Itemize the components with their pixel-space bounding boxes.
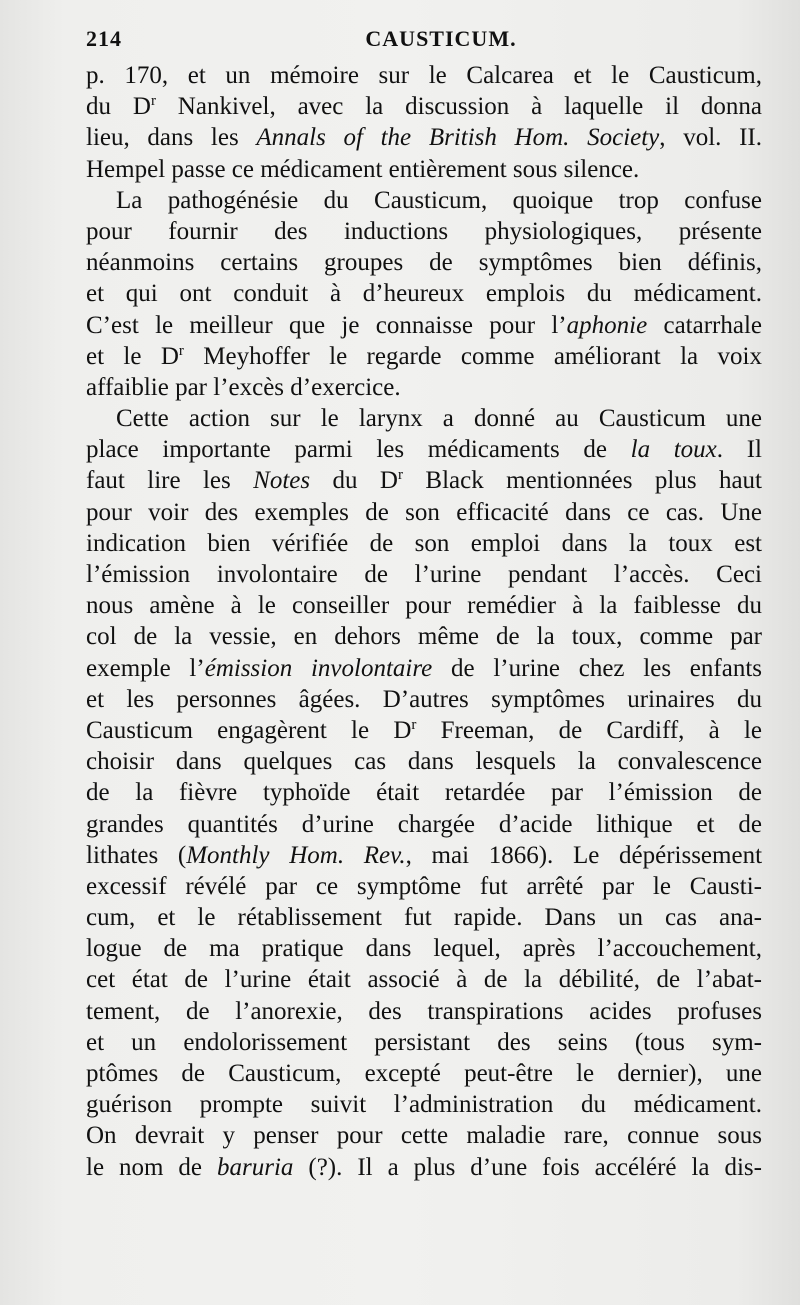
italic-phrase: Monthly Hom. Rev. (186, 841, 406, 869)
page-header (86, 26, 756, 60)
text-line: lieu, dans les Annals of the British Hom. Society, vol. II. (86, 124, 762, 152)
body-text (86, 60, 762, 1183)
text-line: p. 170, et un mémoire sur le Calcarea et le Causticum, (86, 62, 762, 89)
italic-phrase: la toux (630, 436, 717, 464)
text-line: et un endolorissement persistant des seins (tous sym- (86, 1028, 762, 1056)
text-line: le nom de baruria (?). Il a plus d’une fois accéléré la dis- (86, 1153, 762, 1181)
text-line: guérison prompte suivit l’administration du médicament. (86, 1091, 762, 1119)
text-line: cum, et le rétablissement fut rapide. Dans un cas ana- (86, 904, 762, 932)
text-line: Hempel passe ce médicament entièrement sous silence. (86, 155, 640, 183)
text-line: excessif révélé par ce symptôme fut arrêté par le Causti- (86, 872, 762, 900)
text-line: ptômes de Causticum, excepté peut-être le dernier), une (86, 1060, 762, 1087)
text-line: Causticum engagèrent le $D^r$ Freeman, de Cardiff, à le (86, 716, 762, 744)
text-line: de la fièvre typhoïde était retardée par l’émission de (86, 779, 762, 807)
italic-phrase: Annals of the British Hom. Society (256, 124, 660, 152)
text-line: place importante parmi les médicaments de la toux. Il (86, 436, 762, 464)
running-title: CAUSTICUM. (365, 26, 517, 51)
text-line: indication bien vérifiée de son emploi dans la toux est (86, 529, 762, 557)
superscript: r (398, 467, 403, 484)
text-line: et les personnes âgées. D’autres symptômes urinaires du (86, 685, 762, 713)
text-line: choisir dans quelques cas dans lesquels la convalescence (86, 748, 762, 776)
text-line: logue de ma pratique dans lequel, après l’accouchement, (86, 935, 762, 963)
page-number: 214 (86, 26, 122, 51)
text-line: faut lire les Notes du $D^r$ Black mentionnées plus haut (86, 467, 762, 495)
italic-phrase: émission involontaire (204, 654, 433, 682)
text-line: tement, de l’anorexie, des transpirations acides profuses (86, 997, 762, 1025)
text-line: col de la vessie, en dehors même de la toux, comme par (86, 623, 762, 651)
text-line: C’est le meilleur que je connaisse pour l’aphonie catarrhale (86, 311, 762, 339)
text-line: On devrait y penser pour cette maladie rare, connue sous (86, 1122, 762, 1150)
text-line: l’émission involontaire de l’urine pendant l’accès. Ceci (86, 561, 762, 588)
superscript: r (411, 716, 417, 733)
text-line: néanmoins certains groupes de symptômes bien définis, (86, 249, 762, 277)
superscript: r (150, 93, 156, 110)
text-line: exemple l’émission involontaire de l’urine chez les enfants (86, 654, 762, 682)
italic-phrase: Notes (253, 467, 311, 495)
text-line: et qui ont conduit à d’heureux emplois du médicament. (86, 280, 762, 308)
text-line: grandes quantités d’urine chargée d’acide lithique et de (86, 810, 762, 838)
text-line: pour voir des exemples de son efficacité dans ce cas. Une (86, 498, 762, 526)
superscript: r (178, 342, 184, 359)
text-line: du $D^r$ Nankivel, avec la discussion à laquelle il donna (86, 93, 762, 121)
text-line: Cette action sur le larynx a donné au Causticum une (116, 405, 762, 433)
text-line: nous amène à le conseiller pour remédier à la faiblesse du (86, 592, 762, 620)
text-line: pour fournir des inductions physiologiques, présente (86, 217, 762, 245)
text-line: cet état de l’urine était associé à de la débilité, de l’abat- (86, 966, 762, 994)
text-line: La pathogénésie du Causticum, quoique trop confuse (116, 186, 762, 214)
text-line: lithates (Monthly Hom. Rev., mai 1866). Le dépérissement (86, 841, 762, 869)
text-line: affaiblie par l’excès d’exercice. (86, 373, 401, 401)
italic-phrase: aphonie (566, 311, 648, 339)
text-line: et le $D^r$ Meyhoffer le regarde comme améliorant la voix (86, 342, 762, 370)
italic-phrase: baruria (217, 1153, 294, 1181)
